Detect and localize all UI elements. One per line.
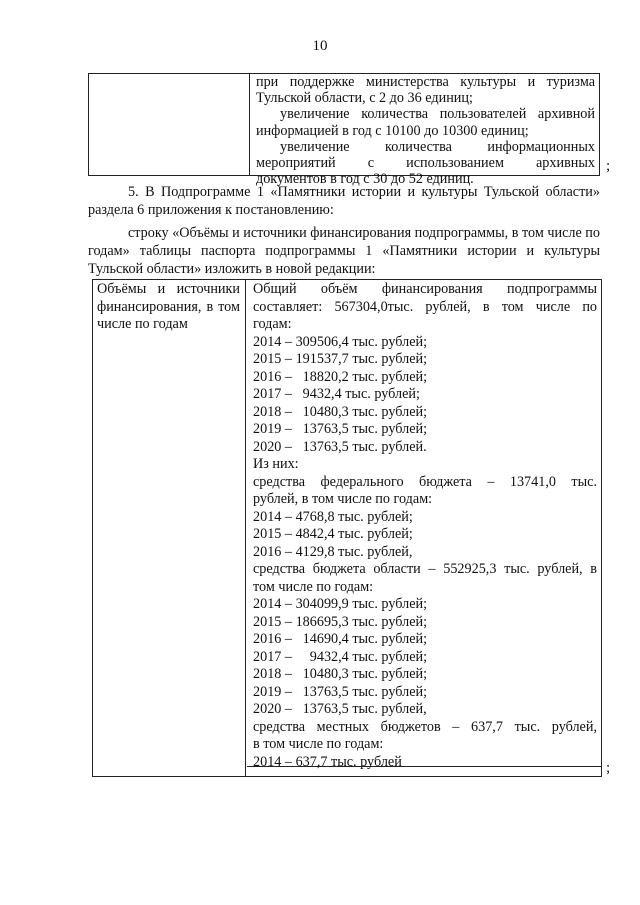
financing-line: Из них: (253, 456, 299, 472)
financing-line: 2015 – 4842,4 тыс. рублей; (253, 526, 413, 542)
financing-line: годам: (253, 316, 292, 332)
financing-line: рублей, в том числе по годам: (253, 491, 433, 507)
paragraph-item-5: 5. В Подпрограмме 1 «Памятники истории и культуры Тульской области» раздела 6 приложения к постановлению: (88, 184, 600, 219)
table1-line: документов в год с 30 до 52 единиц. (256, 171, 474, 188)
financing-table (92, 279, 602, 777)
continued-table (88, 73, 600, 188)
paragraph-instruction: строку «Объёмы и источники финансирования подпрограммы, в том числе по годам» таблицы паспорта подпрограммы 1 «Памятники истории и культуры Тульской области» изложить в новой редакции: (88, 225, 600, 278)
financing-line: средства федерального бюджета – 13741,0 тыс. (253, 473, 597, 490)
financing-line: 2015 – 191537,7 тыс. рублей; (253, 351, 428, 367)
financing-line: 2017 – 9432,4 тыс. рублей; (253, 648, 428, 665)
table-trailing-semicolon-2: ; (606, 760, 611, 776)
financing-line: 2016 – 4129,8 тыс. рублей, (253, 543, 413, 560)
financing-line: 2018 – 10480,3 тыс. рублей; (253, 403, 428, 420)
table1-line: увеличение количества пользователей архивной (280, 106, 595, 123)
table1-line: мероприятий с использованием архивных (256, 155, 595, 172)
financing-line: 2020 – 13763,5 тыс. рублей, (253, 701, 427, 717)
page-number: 10 (312, 38, 328, 54)
table-divider (247, 766, 601, 767)
financing-line: Общий объём финансирования подпрограммы (253, 281, 597, 297)
table-cell-left-empty (89, 74, 250, 175)
financing-line: в том числе по годам: (253, 736, 384, 752)
table1-line: информацией в год с 10100 до 10300 единиц; (256, 122, 529, 139)
financing-line: 2015 – 186695,3 тыс. рублей; (253, 613, 428, 630)
financing-line: 2014 – 637,7 тыс. рублей (253, 753, 402, 770)
table1-line: увеличение количества информационных (280, 138, 595, 155)
financing-line: составляет: 567304,0тыс. рублей, в том числе по (253, 298, 597, 315)
financing-line: 2018 – 10480,3 тыс. рублей; (253, 666, 428, 682)
financing-line: 2014 – 304099,9 тыс. рублей; (253, 596, 428, 612)
financing-header-cell (93, 280, 246, 776)
financing-line: 2014 – 309506,4 тыс. рублей; (253, 333, 428, 350)
table-trailing-semicolon: ; (606, 158, 611, 174)
financing-line: 2017 – 9432,4 тыс. рублей; (253, 386, 420, 402)
table1-line: при поддержке министерства культуры и туризма (256, 74, 595, 90)
financing-line: средства бюджета области – 552925,3 тыс. рублей, в (253, 561, 597, 577)
financing-line: 2014 – 4768,8 тыс. рублей; (253, 508, 413, 525)
financing-line: средства местных бюджетов – 637,7 тыс. рублей, (253, 718, 597, 735)
table-cell-right (250, 74, 599, 187)
financing-line: 2019 – 13763,5 тыс. рублей; (253, 683, 428, 700)
table1-line: Тульской области, с 2 до 36 единиц; (256, 90, 473, 107)
financing-line: 2016 – 14690,4 тыс. рублей; (253, 631, 428, 647)
financing-line: 2019 – 13763,5 тыс. рублей; (253, 421, 428, 437)
financing-header-label: Объёмы и источники финансирования, в том числе по годам (97, 281, 240, 332)
financing-line: том числе по годам: (253, 578, 374, 595)
financing-line: 2016 – 18820,2 тыс. рублей; (253, 368, 428, 385)
financing-values-cell (247, 280, 601, 776)
financing-line: 2020 – 13763,5 тыс. рублей. (253, 438, 427, 455)
